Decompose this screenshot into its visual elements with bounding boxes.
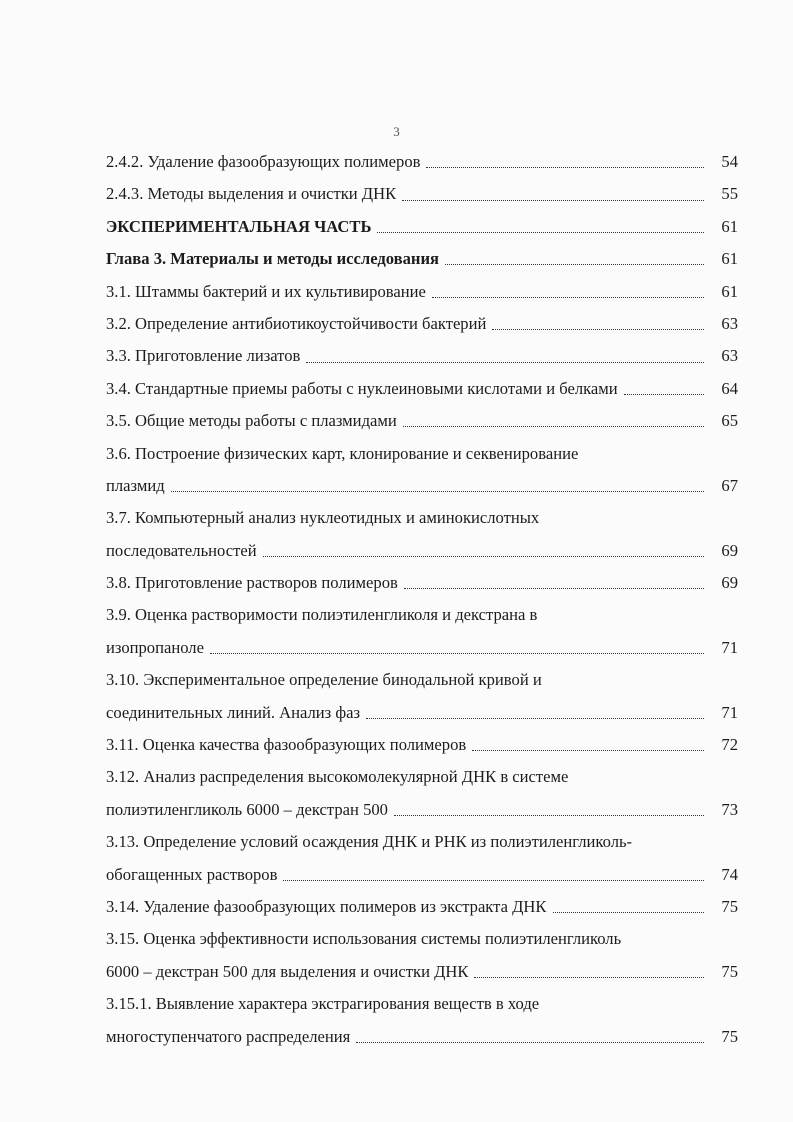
toc-entry-title: 3.1. Штаммы бактерий и их культивирование <box>106 281 426 301</box>
toc-entry-title: 6000 – декстран 500 для выделения и очистки ДНК <box>106 961 469 981</box>
dot-leader <box>432 282 704 302</box>
toc-entry <box>106 988 738 1053</box>
toc-entry-line <box>106 923 738 955</box>
toc-entry-title: 3.7. Компьютерный анализ нуклеотидных и аминокислотных <box>106 508 540 528</box>
toc-entry-line <box>106 276 738 308</box>
toc-entry-line <box>106 373 738 405</box>
dot-leader <box>263 541 704 561</box>
toc-entry <box>106 373 738 405</box>
toc-entry-title: 3.2. Определение антибиотикоустойчивости бактерий <box>106 313 487 333</box>
toc-entry-page: 69 <box>721 540 738 560</box>
toc-entry-page: 74 <box>721 864 738 884</box>
toc-entry-line <box>106 178 738 210</box>
toc-entry-title: 2.4.2. Удаление фазообразующих полимеров <box>106 152 421 171</box>
toc-entry-title: изопропаноле <box>106 637 204 657</box>
toc-entry-line <box>106 826 738 858</box>
toc-entry-title: 3.10. Экспериментальное определение бинодальной кривой и <box>106 670 542 690</box>
toc-entry <box>106 502 738 567</box>
toc-entry <box>106 891 738 923</box>
toc-entry-title: 3.5. Общие методы работы с плазмидами <box>106 411 397 431</box>
toc-entry-line <box>106 146 738 178</box>
toc-entry-title: соединительных линий. Анализ фаз <box>106 702 361 722</box>
dot-leader <box>472 735 704 755</box>
toc-entry-page: 61 <box>721 249 738 269</box>
toc-entry-line <box>106 632 738 664</box>
toc-entry <box>106 405 738 437</box>
toc-entry-line <box>106 794 738 826</box>
toc-entry-title: 3.9. Оценка растворимости полиэтиленгликоля и декстрана в <box>106 605 538 625</box>
toc-entry <box>106 567 738 599</box>
toc-entry-line <box>106 729 738 761</box>
toc-entry-title: 3.6. Построение физических карт, клонирование и секвенирование <box>106 443 579 463</box>
toc-entry-line <box>106 470 738 502</box>
toc-entry-page: 75 <box>721 1026 738 1046</box>
toc-entry-line <box>106 438 738 470</box>
toc-entry <box>106 178 738 210</box>
toc-entry-title: 3.3. Приготовление лизатов <box>106 346 301 366</box>
toc-entry-line <box>106 567 738 599</box>
toc-entry-line <box>106 340 738 372</box>
toc-entry-page: 61 <box>721 281 738 301</box>
toc-entry <box>106 438 738 503</box>
dot-leader <box>492 314 704 334</box>
toc-entry-title: 3.11. Оценка качества фазообразующих полимеров <box>106 735 467 755</box>
dot-leader <box>366 703 704 723</box>
toc-entry <box>106 211 738 243</box>
toc-entry-page: 75 <box>721 896 738 916</box>
toc-entry-line <box>106 599 738 631</box>
toc-entry-title: 3.15.1. Выявление характера экстрагирования веществ в ходе <box>106 994 540 1014</box>
dot-leader <box>404 573 704 593</box>
toc-entry <box>106 308 738 340</box>
toc-entry-page: 75 <box>721 961 738 981</box>
toc-entry <box>106 243 738 275</box>
page-number: 3 <box>393 124 400 139</box>
toc-entry <box>106 664 738 729</box>
table-of-contents <box>106 146 738 1053</box>
toc-entry-line <box>106 664 738 696</box>
toc-entry-line <box>106 405 738 437</box>
toc-entry-title: последовательностей <box>106 540 257 560</box>
toc-entry <box>106 340 738 372</box>
dot-leader <box>306 347 704 367</box>
toc-entry-page: 71 <box>721 637 738 657</box>
toc-entry-page: 61 <box>721 216 738 236</box>
toc-entry <box>106 276 738 308</box>
toc-entry-page: 71 <box>721 702 738 722</box>
toc-entry-title: 3.4. Стандартные приемы работы с нуклеиновыми кислотами и белками <box>106 378 618 398</box>
toc-entry-line <box>106 535 738 567</box>
toc-entry-page: 63 <box>721 346 738 366</box>
dot-leader <box>356 1027 704 1047</box>
toc-entry-page: 64 <box>721 378 738 398</box>
toc-entry-title: 2.4.3. Методы выделения и очистки ДНК <box>106 184 397 204</box>
toc-entry-title: Глава 3. Материалы и методы исследования <box>106 249 439 269</box>
toc-entry-line <box>106 761 738 793</box>
toc-entry-line <box>106 891 738 923</box>
toc-entry-page: 55 <box>721 184 738 204</box>
toc-entry-line <box>106 956 738 988</box>
dot-leader <box>210 638 704 658</box>
dot-leader <box>283 865 704 885</box>
toc-entry <box>106 761 738 826</box>
toc-entry-title: 3.12. Анализ распределения высокомолекулярной ДНК в системе <box>106 767 569 787</box>
toc-entry-line <box>106 211 738 243</box>
toc-entry-page: 54 <box>721 152 738 171</box>
toc-entry-title: 3.14. Удаление фазообразующих полимеров из экстракта ДНК <box>106 896 547 916</box>
toc-entry-page: 65 <box>721 411 738 431</box>
toc-entry-page: 69 <box>721 573 738 593</box>
toc-entry <box>106 599 738 664</box>
toc-entry-title: 3.8. Приготовление растворов полимеров <box>106 573 398 593</box>
toc-entry-title: 3.15. Оценка эффективности использования системы полиэтиленгликоль <box>106 929 622 949</box>
toc-entry-page: 73 <box>721 799 738 819</box>
dot-leader <box>426 152 704 172</box>
toc-entry-line <box>106 697 738 729</box>
toc-entry <box>106 826 738 891</box>
dot-leader <box>553 897 705 917</box>
toc-entry <box>106 729 738 761</box>
toc-entry-line <box>106 243 738 275</box>
dot-leader <box>445 249 704 269</box>
toc-entry-line <box>106 308 738 340</box>
dot-leader <box>377 217 704 237</box>
dot-leader <box>171 476 704 496</box>
toc-entry-page: 72 <box>721 735 738 755</box>
dot-leader <box>394 800 704 820</box>
toc-entry-title: обогащенных растворов <box>106 864 278 884</box>
toc-entry-title: ЭКСПЕРИМЕНТАЛЬНАЯ ЧАСТЬ <box>106 216 372 236</box>
toc-entry-title: многоступенчатого распределения <box>106 1026 351 1046</box>
dot-leader <box>624 379 704 399</box>
toc-entry-page: 63 <box>721 313 738 333</box>
toc-entry-line <box>106 502 738 534</box>
dot-leader <box>402 185 704 205</box>
toc-entry-title: 3.13. Определение условий осаждения ДНК и РНК из полиэтиленгликоль- <box>106 832 633 852</box>
dot-leader <box>403 411 704 431</box>
dot-leader <box>474 962 704 982</box>
toc-entry-line <box>106 1021 738 1053</box>
toc-entry-page: 67 <box>721 475 738 495</box>
toc-entry <box>106 146 738 178</box>
toc-entry <box>106 923 738 988</box>
toc-entry-title: плазмид <box>106 475 165 495</box>
toc-entry-line <box>106 988 738 1020</box>
toc-entry-title: полиэтиленгликоль 6000 – декстран 500 <box>106 799 388 819</box>
toc-entry-line <box>106 859 738 891</box>
